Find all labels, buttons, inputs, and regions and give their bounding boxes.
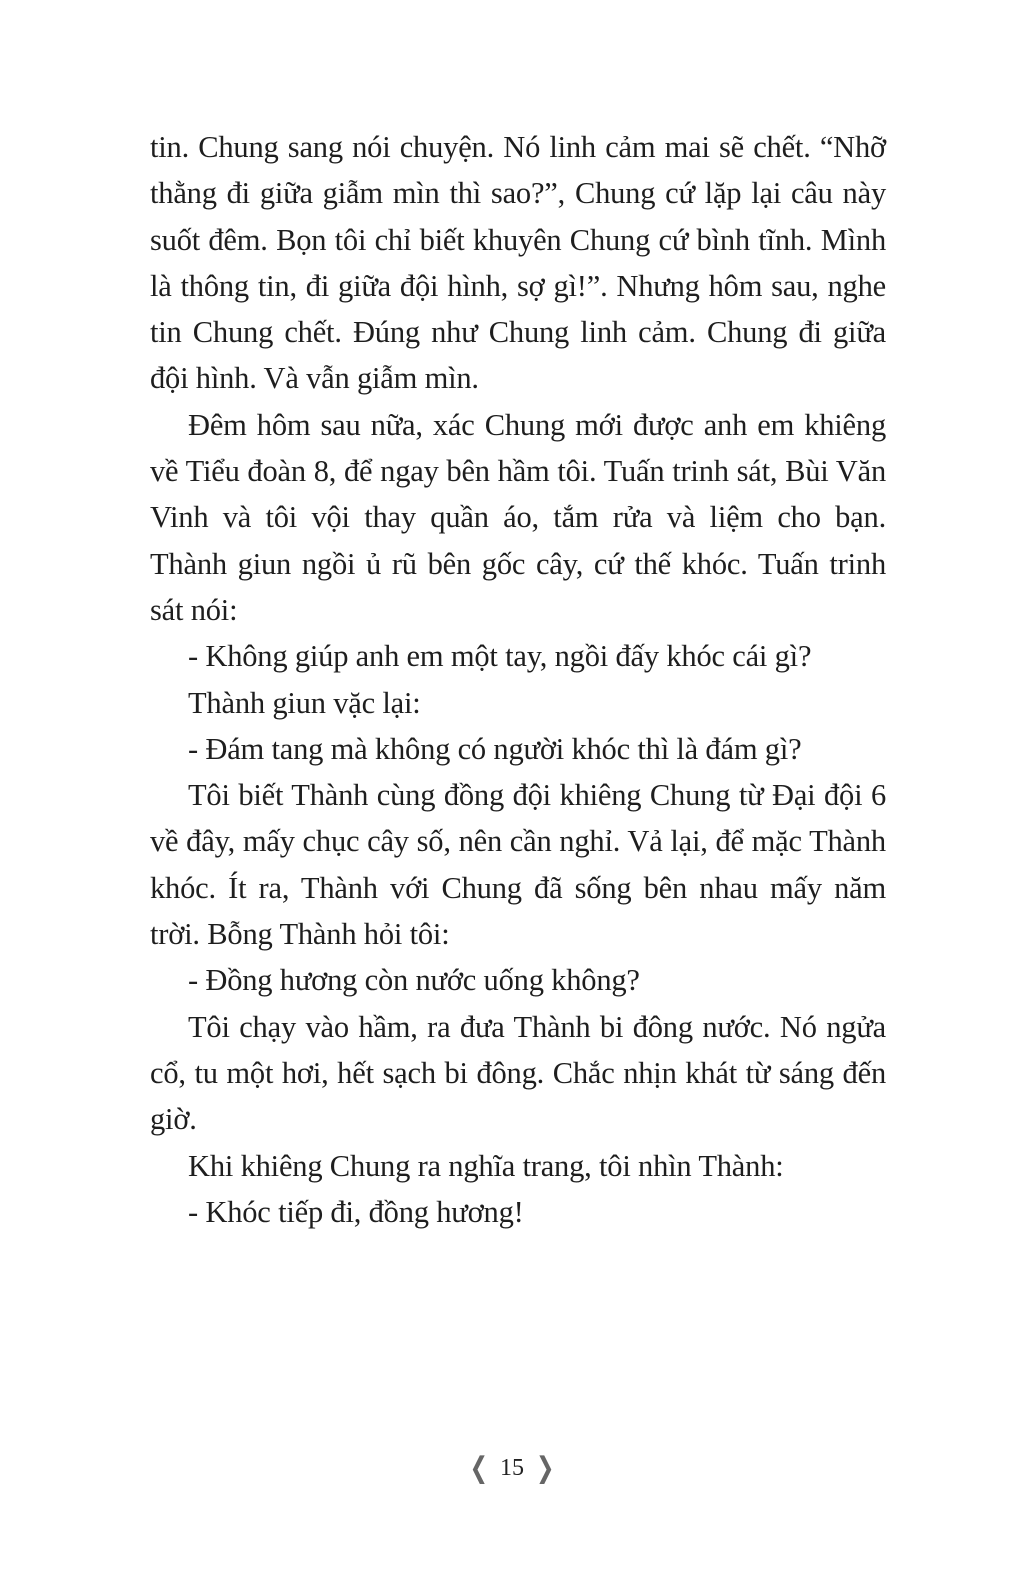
paragraph: Tôi chạy vào hầm, ra đưa Thành bi đông nước. Nó ngửa cổ, tu một hơi, hết sạch bi đông. Chắc nhịn khát từ sáng đến giờ. xyxy=(150,1009,886,1137)
page-number: 15 xyxy=(500,1455,524,1481)
page-body xyxy=(150,124,886,1235)
paragraph: Khi khiêng Chung ra nghĩa trang, tôi nhìn Thành: xyxy=(188,1148,784,1183)
page-footer xyxy=(0,1452,1024,1485)
paragraph-continuation: tin. Chung sang nói chuyện. Nó linh cảm mai sẽ chết. “Nhỡ thằng đi giữa giẫm mìn thì sao?”, Chung cứ lặp lại câu này suốt đêm. Bọn tôi chỉ biết khuyên Chung cứ bình tĩnh. Mình là thông tin, đi giữa đội hình, sợ gì!”. Nhưng hôm sau, nghe tin Chung chết. Đúng như Chung linh cảm. Chung đi giữa đội hình. Và vẫn giẫm mìn. xyxy=(150,130,886,396)
paragraph: Thành giun vặc lại: xyxy=(188,685,421,720)
chevron-left-icon: ❮ xyxy=(469,1452,488,1485)
paragraph: Đêm hôm sau nữa, xác Chung mới được anh em khiêng về Tiểu đoàn 8, để ngay bên hầm tôi. Tuấn trinh sát, Bùi Văn Vinh và tôi vội thay quần áo, tắm rửa và liệm cho bạn. Thành giun ngồi ủ rũ bên gốc cây, cứ thế khóc. Tuấn trinh sát nói: xyxy=(150,407,886,627)
paragraph: Tôi biết Thành cùng đồng đội khiêng Chung từ Đại đội 6 về đây, mấy chục cây số, nên cần nghỉ. Vả lại, để mặc Thành khóc. Ít ra, Thành với Chung đã sống bên nhau mấy năm trời. Bỗng Thành hỏi tôi: xyxy=(150,778,886,952)
dialogue-line: - Đám tang mà không có người khóc thì là đám gì? xyxy=(188,731,802,766)
chevron-right-icon: ❯ xyxy=(536,1452,555,1485)
dialogue-line: - Đồng hương còn nước uống không? xyxy=(188,963,640,998)
dialogue-line: - Khóc tiếp đi, đồng hương! xyxy=(188,1194,524,1229)
dialogue-line: - Không giúp anh em một tay, ngồi đấy khóc cái gì? xyxy=(188,639,812,674)
